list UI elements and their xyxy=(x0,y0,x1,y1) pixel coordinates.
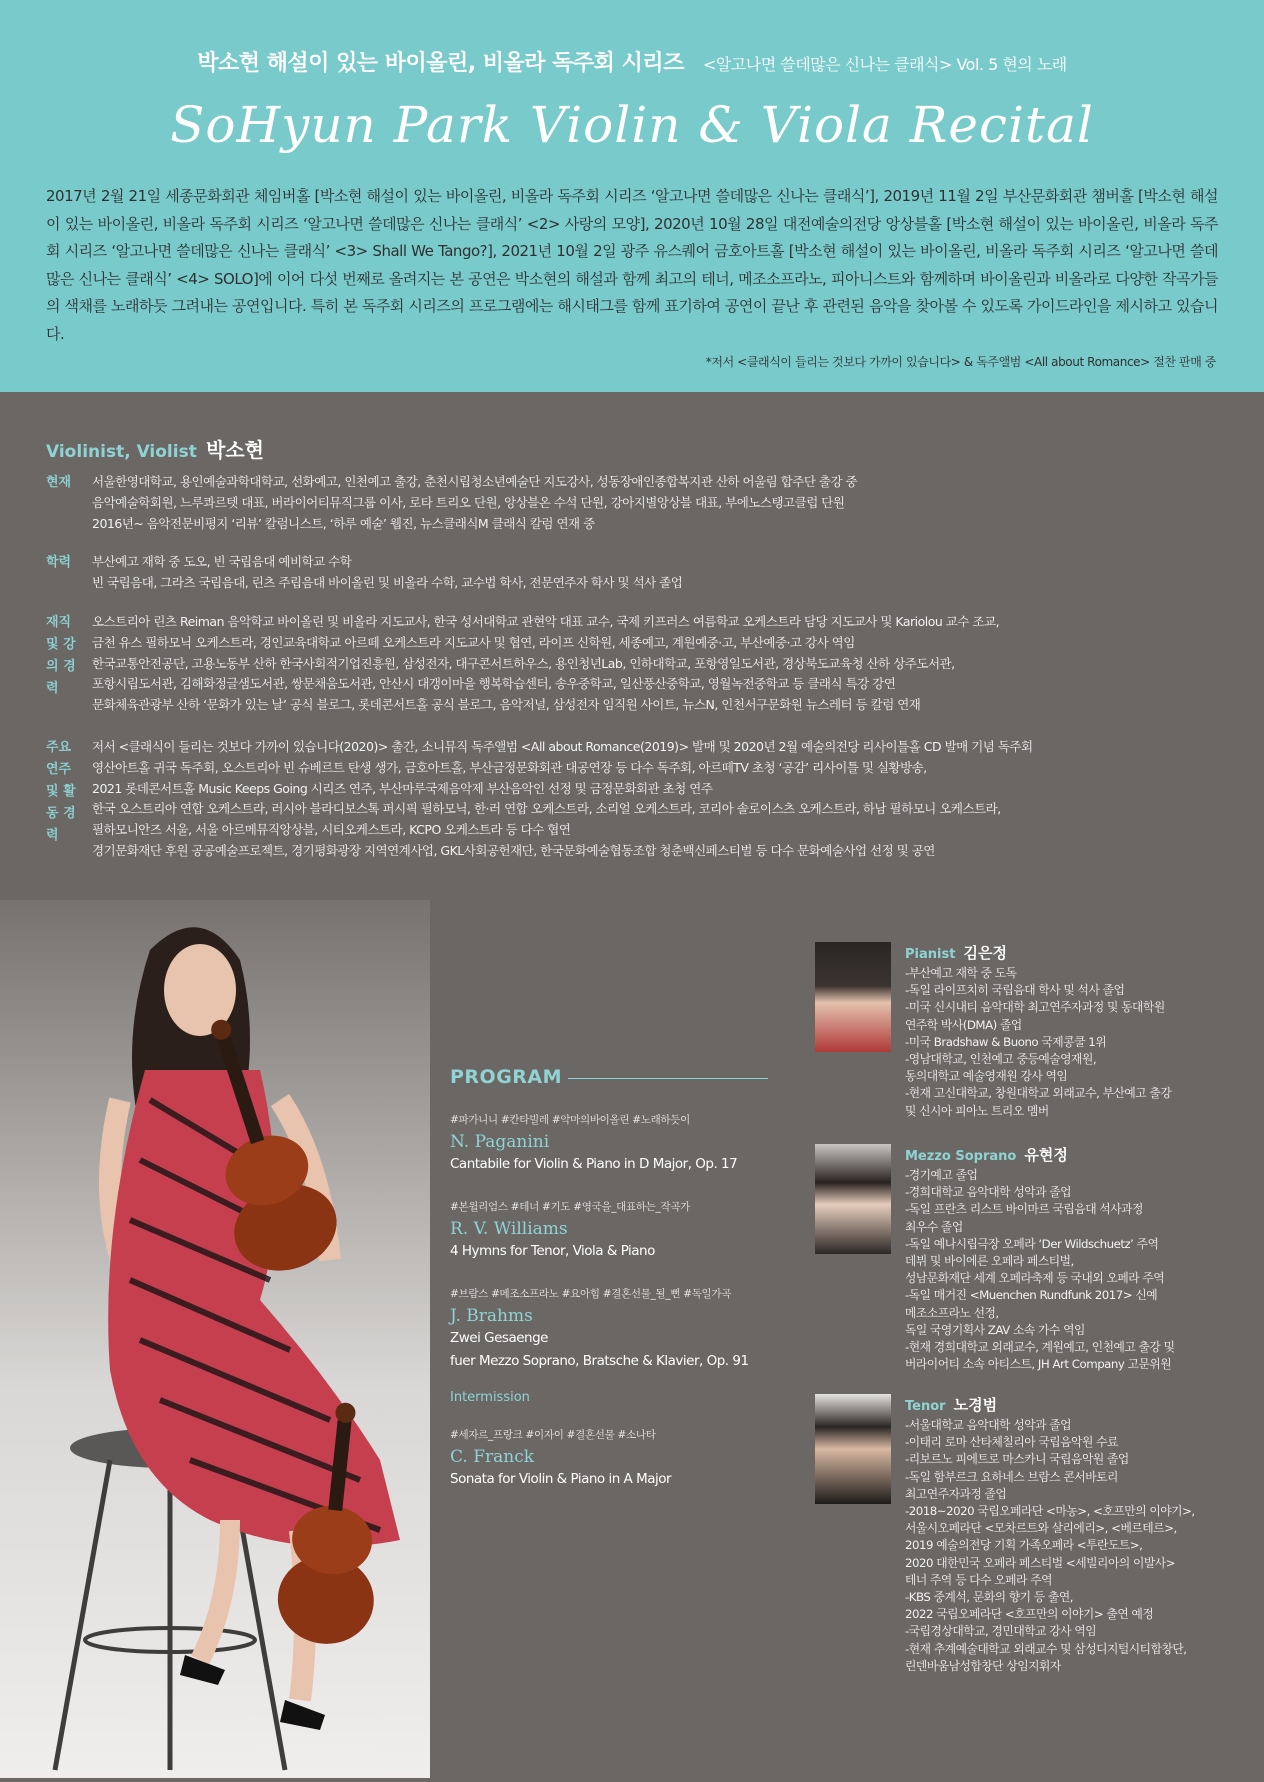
bio-line: 빈 국립음대, 그라츠 국립음대, 린츠 주립음대 바이올린 및 비올라 수학, 교수법 학사, 전문연주자 학사 및 석사 졸업 xyxy=(92,574,683,590)
performer-bio xyxy=(905,965,1240,1120)
program-work: 4 Hymns for Tenor, Viola & Piano xyxy=(450,1243,655,1259)
program-tags: #브람스 #메조소프라노 #요아힘 #결혼선물_될_뻔 #독일가곡 xyxy=(450,1288,732,1300)
bio-line: 저서 <클래식이 들리는 것보다 가까이 있습니다(2020)> 출간, 소니뮤직 독주앨범 <All about Romance(2019)> 발매 및 2020년 2월 예술의전당 리사이틀홀 CD 발매 기념 독주회 xyxy=(92,739,1033,754)
program-tags: #세자르_프랑크 #이자이 #결혼선물 #소나타 xyxy=(450,1429,656,1441)
bio-line: 경기문화재단 후원 공공예술프로젝트, 경기평화광장 지역연계사업, GKL사회공헌재단, 한국문화예술협동조합 청춘백신페스티벌 등 다수 문화예술사업 선정 및 공연 xyxy=(92,842,935,858)
performer-bio-line: -부산예고 재학 중 도독 xyxy=(905,966,1017,980)
bio-section-label: 주요 연주 및 활동 경력 xyxy=(46,740,76,843)
program-item xyxy=(450,1112,780,1175)
program-divider xyxy=(568,1078,768,1079)
performer-bio-line: -현재 추계예술대학교 외래교수 및 삼성디지털시티합창단, xyxy=(905,1641,1187,1656)
performer-bio-line: 성남문화재단 세계 오페라축제 등 국내외 오페라 주역 xyxy=(905,1271,1165,1286)
bio-line: 문화체육관광부 산하 ‘문화가 있는 날’ 공식 블로그, 롯데콘서트홀 공식 블로그, 음악저널, 삼성전자 임직원 사이트, 뉴스N, 인천서구문화원 뉴스레터 등 칼럼 연재 xyxy=(92,697,921,713)
bio-line: 서울한영대학교, 용인예술과학대학교, 선화예고, 인천예고 출강, 춘천시립청소년예술단 지도강사, 성동장애인종합복지관 산하 어울림 합주단 출강 중 xyxy=(92,474,858,489)
bio-line: 한국교통안전공단, 고용노동부 산하 한국사회적기업진흥원, 삼성전자, 대구콘서트하우스, 용인청년Lab, 인하대학교, 포항영일도서관, 경상북도교육청 산하 상주도서관, xyxy=(92,655,955,671)
bio-section-label: 재직 및 강의 경력 xyxy=(46,615,76,696)
bio-section-text xyxy=(92,737,1226,862)
performer-bio-line: -KBS 중계석, 문화의 향기 등 출연, xyxy=(905,1590,1073,1605)
performer-bio-line: 최고연주자과정 졸업 xyxy=(905,1486,1007,1501)
performer-bio-line: 테너 주역 등 다수 오페라 주역 xyxy=(905,1572,1052,1587)
bio-line: 부산예고 재학 중 도오, 빈 국립음대 예비학교 수학 xyxy=(92,554,352,569)
bio-line: 필하모니안즈 서울, 서울 아르메뮤직앙상블, 시티오케스트라, KCPO 오케스트라 등 다수 협연 xyxy=(92,822,571,838)
bio-section-label: 현재 xyxy=(46,475,72,490)
performer-bio-line: -현재 고신대학교, 창원대학교 외래교수, 부산예고 출강 xyxy=(905,1086,1172,1101)
bio-line: 포항시립도서관, 김해화정글샘도서관, 쌍문채움도서관, 안산시 대갱이마을 행복학습센터, 송우중학교, 일산풍산중학교, 영월녹전중학교 등 클래식 특강 강연 xyxy=(92,676,896,692)
bio-line: 오스트리아 린츠 Reiman 음악학교 바이올린 및 비올라 지도교사, 한국 성서대학교 관현악 대표 교수, 국제 키프러스 여름학교 오케스트라 담당 지도교사 및 Kariolou 교수 조교, xyxy=(92,614,1000,629)
performer-role: Pianist xyxy=(905,947,956,962)
performer-bio-line: -이태리 로마 산타체칠리아 국립음악원 수료 xyxy=(905,1435,1118,1450)
performer-bio-line: 데뷔 및 바이에른 오페라 페스티벌, xyxy=(905,1254,1074,1269)
violinist-photo xyxy=(0,900,430,1778)
bio-name: 박소현 xyxy=(205,438,264,462)
performer-bio-line: 버라이어티 소속 아티스트, JH Art Company 고문위원 xyxy=(905,1357,1172,1372)
performer-name: 김은정 xyxy=(963,944,1007,962)
program-composer: N. Paganini xyxy=(450,1132,550,1152)
bio-line: 2021 롯데콘서트홀 Music Keeps Going 시리즈 연주, 부산마루국제음악제 부산음악인 선정 및 금정문화회관 초청 연주 xyxy=(92,780,713,796)
performer-bio-line: -미국 신시내티 음악대학 최고연주자과정 및 동대학원 xyxy=(905,1000,1165,1015)
program-work: fuer Mezzo Soprano, Bratsche & Klavier, Op. 91 xyxy=(450,1353,749,1369)
bio-role: Violinist, Violist xyxy=(46,442,197,462)
performer-bio-line: -리보르노 피에트로 마스카니 국립음악원 졸업 xyxy=(905,1452,1129,1467)
program-tags: #파가니니 #칸타빌레 #악마의바이올린 #노래하듯이 xyxy=(450,1114,690,1126)
program-item xyxy=(450,1427,780,1490)
performer-bio-line: 서울시오페라단 <모차르트와 살리에리>, <베르테르>, xyxy=(905,1521,1177,1536)
performer-bio-line: -서울대학교 음악대학 성악과 졸업 xyxy=(905,1418,1072,1432)
program-item xyxy=(450,1286,780,1372)
program-tags: #본윌리엄스 #테너 #기도 #영국을_대표하는_작곡가 xyxy=(450,1201,691,1213)
bio-section-text xyxy=(92,472,1226,534)
mezzo-photo xyxy=(815,1144,891,1254)
performer-bio-line: -독일 매거진 <Muenchen Rundfunk 2017> 신예 xyxy=(905,1288,1158,1303)
performer-role: Mezzo Soprano xyxy=(905,1149,1017,1164)
bio-line: 2016년~ 음악전문비평지 ‘리뷰’ 칼럼니스트, ‘하루 예술’ 웹진, 뉴스클래식M 클래식 칼럼 연재 중 xyxy=(92,515,595,531)
performer-bio-line: 린덴바움남성합창단 상임지휘자 xyxy=(905,1658,1061,1673)
pianist-photo xyxy=(815,942,891,1052)
performer-bio-line: 및 신시아 피아노 트리오 멤버 xyxy=(905,1103,1049,1118)
bio-section-text xyxy=(92,612,1226,716)
intro-paragraph: 2017년 2월 21일 세종문화회관 체임버홀 [박소현 해설이 있는 바이올린, 비올라 독주회 시리즈 ‘알고나면 쓸데많은 신나는 클래식’], 2019년 11월 2일 부산문화회관 챔버홀 [박소현 해설이 있는 바이올린, 비올라 독주회 시리즈 ‘알고나면 쓸데많은 신나는 클래식’ <2> 사랑의 모양], 2020년 10월 28일 대전예술의전당 앙상블홀 [박소현 해설이 있는 바이올린, 비올라 독주회 시리즈 ‘알고나면 쓸데많은 신나는 클래식’ <3> Shall We Tango?], 2021년 10월 2일 광주 유스퀘어 금호아트홀 [박소현 해설이 있는 바이올린, 비올라 독주회 시리즈 ‘알고나면 쓸데많은 신나는 클래식’ <4> SOLO]에 이어 다섯 번째로 올려지는 본 공연은 박소현의 해설과 함께 최고의 테너, 메조소프라노, 피아니스트와 함께하며 바이올린과 비올라로 다양한 작곡가들의 색채를 노래하듯 그려내는 공연입니다. 특히 본 독주회 시리즈의 프로그램에는 해시태그를 함께 표기하여 공연이 끝난 후 관련된 음악을 찾아볼 수 있도록 가이드라인을 제시하고 있습니다. xyxy=(46,187,1218,343)
performer-name: 노경범 xyxy=(953,1396,998,1414)
program-heading xyxy=(450,1066,780,1096)
series-heading xyxy=(0,46,1264,77)
bio-heading xyxy=(46,434,264,463)
performer-bio-line: -2018~2020 국립오페라단 <마농>, <호프만의 이야기>, xyxy=(905,1504,1195,1519)
book-album-note: *저서 <클래식이 들리는 것보다 가까이 있습니다> & 독주앨범 <All about Romance> 절찬 판매 중 xyxy=(705,355,1216,369)
program-work: Zwei Gesaenge xyxy=(450,1330,548,1346)
recital-title: SoHyun Park Violin & Viola Recital xyxy=(170,96,1094,154)
performer-bio-line: 2019 예술의전당 기획 가족오페라 <투란도트>, xyxy=(905,1538,1143,1553)
performer-heading xyxy=(905,942,1007,963)
header-banner xyxy=(0,0,1264,392)
performer-bio-line: 최우수 졸업 xyxy=(905,1219,963,1234)
performer-bio-line: 동의대학교 예술영재원 강사 역임 xyxy=(905,1069,1068,1084)
program-composer: J. Brahms xyxy=(450,1306,533,1326)
bio-section-text xyxy=(92,552,1226,594)
performer-bio-line: 2022 국립오페라단 <호프만의 이야기> 출연 예정 xyxy=(905,1607,1154,1622)
performer-bio xyxy=(905,1167,1240,1373)
bio-line: 금천 유스 필하모닉 오케스트라, 경인교육대학교 아르떼 오케스트라 지도교사 및 협연, 라이프 신학원, 세종예고, 계원예중·고, 부산예중·고 강사 역임 xyxy=(92,634,855,650)
performer-bio-line: 2020 대한민국 오페라 페스티벌 <세빌리아의 이발사> xyxy=(905,1555,1176,1570)
performer-bio-line: -현재 경희대학교 외래교수, 계원예고, 인천예고 출강 및 xyxy=(905,1340,1175,1355)
program-composer: R. V. Williams xyxy=(450,1219,568,1239)
series-subtitle: <알고나면 쓸데많은 신나는 클래식> Vol. 5 현의 노래 xyxy=(702,55,1067,74)
series-title: 박소현 해설이 있는 바이올린, 비올라 독주회 시리즈 xyxy=(197,51,684,76)
bio-line: 영산아트홀 귀국 독주회, 오스트리아 빈 슈베르트 탄생 생가, 금호아트홀, 부산금정문화회관 대공연장 등 다수 독주회, 아르떼TV 초청 ‘공감’ 리사이틀 및 실황방송, xyxy=(92,759,927,775)
bio-line: 한국 오스트리아 연합 오케스트라, 러시아 블라디보스톡 퍼시픽 필하모닉, 한·러 연합 오케스트라, 소리얼 오케스트라, 코리아 솔로이스츠 오케스트라, 하남 필하모니 오케스트라, xyxy=(92,801,1001,817)
program-work: Sonata for Violin & Piano in A Major xyxy=(450,1471,672,1487)
performer-bio-line: -독일 예나시립극장 오페라 ‘Der Wildschuetz’ 주역 xyxy=(905,1236,1159,1251)
bio-line: 음악예술학회원, 느루콰르텟 대표, 버라이어티뮤직그룹 이사, 로타 트리오 단원, 앙상블온 수석 단원, 강아지별앙상블 대표, 부에노스탱고클럽 단원 xyxy=(92,494,845,510)
performer-bio-line: -독일 함부르크 요하네스 브람스 콘서바토리 xyxy=(905,1469,1118,1484)
performer-bio xyxy=(905,1417,1240,1675)
program-section xyxy=(450,1066,780,1490)
performer-bio-line: 연주학 박사(DMA) 졸업 xyxy=(905,1017,1022,1032)
performer-bio-line: -독일 라이프치히 국립음대 학사 및 석사 졸업 xyxy=(905,983,1125,998)
violinist-illustration xyxy=(0,900,430,1778)
performer-bio-line: -경기예고 졸업 xyxy=(905,1168,978,1182)
bio-section-label: 학력 xyxy=(46,555,72,570)
performer-bio-line: 독일 국영기획사 ZAV 소속 가수 역임 xyxy=(905,1322,1085,1337)
performer-bio-line: 메조소프라노 선정, xyxy=(905,1305,999,1320)
program-item xyxy=(450,1199,780,1262)
program-intermission: Intermission xyxy=(450,1390,530,1405)
performer-bio-line: -독일 프란츠 리스트 바이마르 국립음대 석사과정 xyxy=(905,1202,1143,1217)
tenor-photo xyxy=(815,1394,891,1504)
program-composer: C. Franck xyxy=(450,1447,535,1467)
performer-heading xyxy=(905,1394,997,1415)
performer-name: 유현정 xyxy=(1024,1146,1068,1164)
performer-role: Tenor xyxy=(905,1399,946,1414)
performer-bio-line: -영남대학교, 인천예고 중등예술영재원, xyxy=(905,1052,1097,1067)
program-work: Cantabile for Violin & Piano in D Major, Op. 17 xyxy=(450,1156,738,1172)
performer-bio-line: -국립경상대학교, 경민대학교 강사 역임 xyxy=(905,1624,1097,1639)
performer-heading xyxy=(905,1144,1068,1165)
program-title: PROGRAM xyxy=(450,1066,563,1088)
performer-bio-line: -경희대학교 음악대학 성악과 졸업 xyxy=(905,1185,1072,1200)
performer-bio-line: -미국 Bradshaw & Buono 국제콩쿨 1위 xyxy=(905,1034,1107,1049)
